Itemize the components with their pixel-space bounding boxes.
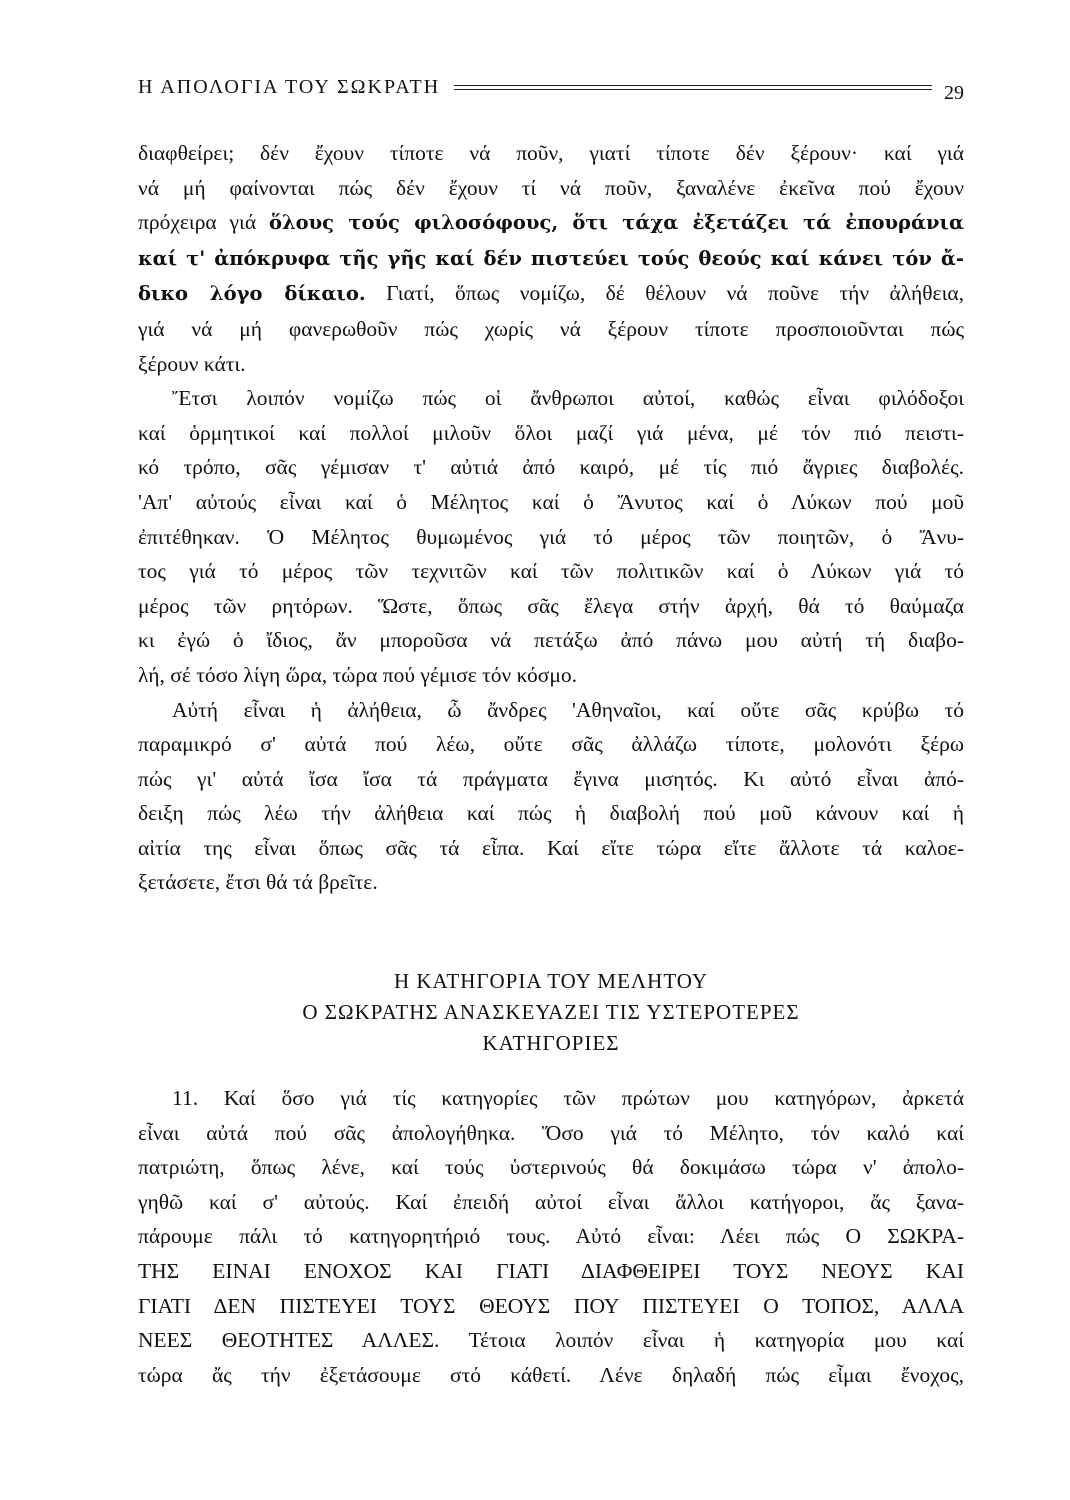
bold-text-run: καί τ' ἀπόκρυφα τῆς γῆς καί δέν πιστεύει τούς θεούς καί κάνει τόν ἄ- xyxy=(138,246,964,270)
paragraph-3 xyxy=(138,693,964,901)
running-header xyxy=(138,70,964,104)
running-title: Η ΑΠΟΛΟΓΙΑ ΤΟΥ ΣΩΚΡΑΤΗ xyxy=(138,75,441,98)
text-line: διαφθείρει; δέν ἔχουν τίποτε νά ποῦν, γιατί τίποτε δέν ξέρουν· καί γιά xyxy=(138,141,964,165)
text-line: παραμικρό σ' αὐτά πού λέω, οὔτε σᾶς ἀλλάζω τίποτε, μολονότι ξέρω xyxy=(138,732,964,757)
text-line xyxy=(138,205,964,241)
text-line: ἐπιτέθηκαν. Ὁ Μέλητος θυμωμένος γιά τό μέρος τῶν ποιητῶν, ὁ Ἄνυ- xyxy=(138,524,964,549)
text-line: κι ἐγώ ὁ ἴδιος, ἄν μποροῦσα νά πετάξω ἀπό πάνω μου αὐτή τή διαβο- xyxy=(138,628,964,653)
text-line: γηθῶ καί σ' αὐτούς. Καί ἐπειδή αὐτοί εἶναι ἄλλοι κατήγοροι, ἄς ξανα- xyxy=(138,1189,964,1214)
text-line: νά μή φαίνονται πώς δέν ἔχουν τί νά ποῦν, ξαναλένε ἐκεῖνα πού ἔχουν xyxy=(138,175,964,200)
bold-text-run: ὅλους τούς φιλοσόφους, ὅτι τάχα ἐξετάζει τά ἐπουράνια xyxy=(268,211,965,235)
text-line: ΤΗΣ ΕΙΝΑΙ ΕΝΟΧΟΣ ΚΑΙ ΓΙΑΤΙ ΔΙΑΦΘΕΙΡΕΙ ΤΟΥΣ ΝΕΟΥΣ ΚΑΙ xyxy=(138,1259,964,1284)
text-line xyxy=(138,241,964,277)
text-line: Αὐτή εἶναι ἡ ἀλήθεια, ὦ ἄνδρες 'Αθηναῖοι, καί οὔτε σᾶς κρύβω τό xyxy=(172,697,964,722)
section-body xyxy=(138,1081,964,1392)
text-run: πρόχειρα γιά xyxy=(138,210,269,235)
text-line: ξέρουν κάτι. xyxy=(138,351,246,376)
text-line: γιά νά μή φανερωθοῦν πώς χωρίς νά ξέρουν τίποτε προσποιοῦνται πώς xyxy=(138,316,964,341)
text-line: Ἔτσι λοιπόν νομίζω πώς οἱ ἄνθρωποι αὐτοί, καθώς εἶναι φιλόδοξοι xyxy=(172,386,964,411)
text-line: καί ὁρμητικοί καί πολλοί μιλοῦν ὅλοι μαζί γιά μένα, μέ τόν πιό πειστι- xyxy=(138,420,964,445)
paragraph-1 xyxy=(138,136,964,381)
text-line: αἰτία της εἶναι ὅπως σᾶς τά εἶπα. Καί εἴτε τώρα εἴτε ἄλλοτε τά καλοε- xyxy=(138,835,964,860)
text-run: Γιατί, ὅπως νομίζω, δέ θέλουν νά ποῦνε τήν ἀλήθεια, xyxy=(365,281,964,306)
section-heading-line: ΚΑΤΗΓΟΡΙΕΣ xyxy=(482,1031,620,1056)
text-line: ΓΙΑΤΙ ΔΕΝ ΠΙΣΤΕΥΕΙ ΤΟΥΣ ΘΕΟΥΣ ΠΟΥ ΠΙΣΤΕΥΕΙ Ο ΤΟΠΟΣ, ΑΛΛΑ xyxy=(138,1293,964,1318)
text-line: δειξη πώς λέω τήν ἀλήθεια καί πώς ἡ διαβολή πού μοῦ κάνουν καί ἡ xyxy=(138,801,964,826)
page-number: 29 xyxy=(944,81,964,104)
text-line xyxy=(138,276,964,312)
text-line: εἶναι αὐτά πού σᾶς ἀπολογήθηκα. Ὅσο γιά τό Μέλητο, τόν καλό καί xyxy=(138,1120,964,1145)
text-line: μέρος τῶν ρητόρων. Ὥστε, ὅπως σᾶς ἔλεγα στήν ἀρχή, θά τό θαύμαζα xyxy=(138,593,964,618)
body-text xyxy=(138,136,964,900)
text-line: τος γιά τό μέρος τῶν τεχνιτῶν καί τῶν πολιτικῶν καί ὁ Λύκων γιά τό xyxy=(138,559,964,584)
text-line: 'Απ' αὐτούς εἶναι καί ὁ Μέλητος καί ὁ Ἄνυτος καί ὁ Λύκων πού μοῦ xyxy=(138,489,964,514)
text-line: πάρουμε πάλι τό κατηγορητήριό τους. Αὐτό εἶναι: Λέει πώς Ο ΣΩΚΡΑ- xyxy=(138,1224,964,1249)
text-line: κό τρόπο, σᾶς γέμισαν τ' αὐτιά ἀπό καιρό, μέ τίς πιό ἄγριες διαβολές. xyxy=(138,455,964,480)
paragraph-2 xyxy=(138,381,964,692)
section-heading xyxy=(138,966,964,1059)
section-heading-line: Ο ΣΩΚΡΑΤΗΣ ΑΝΑΣΚΕΥΑΖΕΙ ΤΙΣ ΥΣΤΕΡΟΤΕΡΕΣ xyxy=(302,1000,800,1025)
book-page xyxy=(138,70,964,1392)
text-line: πατριώτη, ὅπως λένε, καί τούς ὑστερινούς θά δοκιμάσω τώρα ν' ἀπολο- xyxy=(138,1155,964,1180)
paragraph-4 xyxy=(138,1081,964,1392)
section-heading-line: Η ΚΑΤΗΓΟΡΙΑ ΤΟΥ ΜΕΛΗΤΟΥ xyxy=(393,969,709,994)
text-line: πώς γι' αὐτά ἴσα ἴσα τά πράγματα ἔγινα μισητός. Κι αὐτό εἶναι ἀπό- xyxy=(138,766,964,791)
text-line: ΝΕΕΣ ΘΕΟΤΗΤΕΣ ΑΛΛΕΣ. Τέτοια λοιπόν εἶναι ἡ κατηγορία μου καί xyxy=(138,1328,964,1353)
text-line: 11. Καί ὅσο γιά τίς κατηγορίες τῶν πρώτων μου κατηγόρων, ἀρκετά xyxy=(172,1086,964,1111)
text-line: λή, σέ τόσο λίγη ὥρα, τώρα πού γέμισε τόν κόσμο. xyxy=(138,662,578,687)
text-line: τώρα ἄς τήν ἐξετάσουμε στό κάθετί. Λένε δηλαδή πώς εἶμαι ἔνοχος, xyxy=(138,1362,964,1387)
bold-text-run: δικο λόγο δίκαιο. xyxy=(138,282,366,306)
header-double-rule xyxy=(454,85,932,90)
text-line: ξετάσετε, ἔτσι θά τά βρεῖτε. xyxy=(138,870,378,895)
